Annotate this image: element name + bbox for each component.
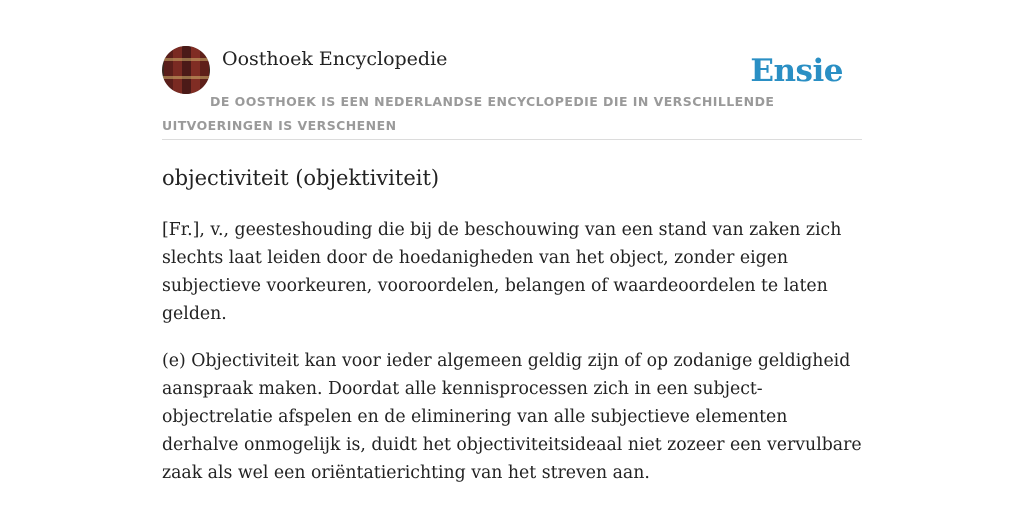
site-tagline: DE OOSTHOEK IS EEN NEDERLANDSE ENCYCLOPEDIE DIE IN VERSCHILLENDE UITVOERINGEN IS VERSCHENEN [162, 94, 775, 133]
article-title: objectiviteit (objektiviteit) [162, 166, 440, 190]
site-name[interactable]: Oosthoek Encyclopedie [222, 48, 448, 70]
site-header [162, 46, 862, 140]
article-paragraph: [Fr.], v., geesteshouding die bij de beschouwing van een stand van zaken zich slechts laat leiden door de hoedanigheden van het object, zonder eigen subjectieve voorkeuren, vooroordelen, belangen of waardeoordelen te laten gelden. [162, 220, 842, 324]
encyclopedia-books-icon[interactable] [162, 46, 210, 94]
brand-logo[interactable]: Ensie [750, 53, 843, 89]
article-paragraph: (e) Objectiviteit kan voor ieder algemeen geldig zijn of op zodanige geldigheid aanspraak maken. Doordat alle kennisprocessen zich in een subject-objectrelatie afspelen en de eliminering van alle subjectieve elementen derhalve onmogelijk is, duidt het objectiviteitsideaal niet zozeer een vervulbare zaak als wel een oriëntatierichting van het streven aan. [162, 351, 862, 483]
